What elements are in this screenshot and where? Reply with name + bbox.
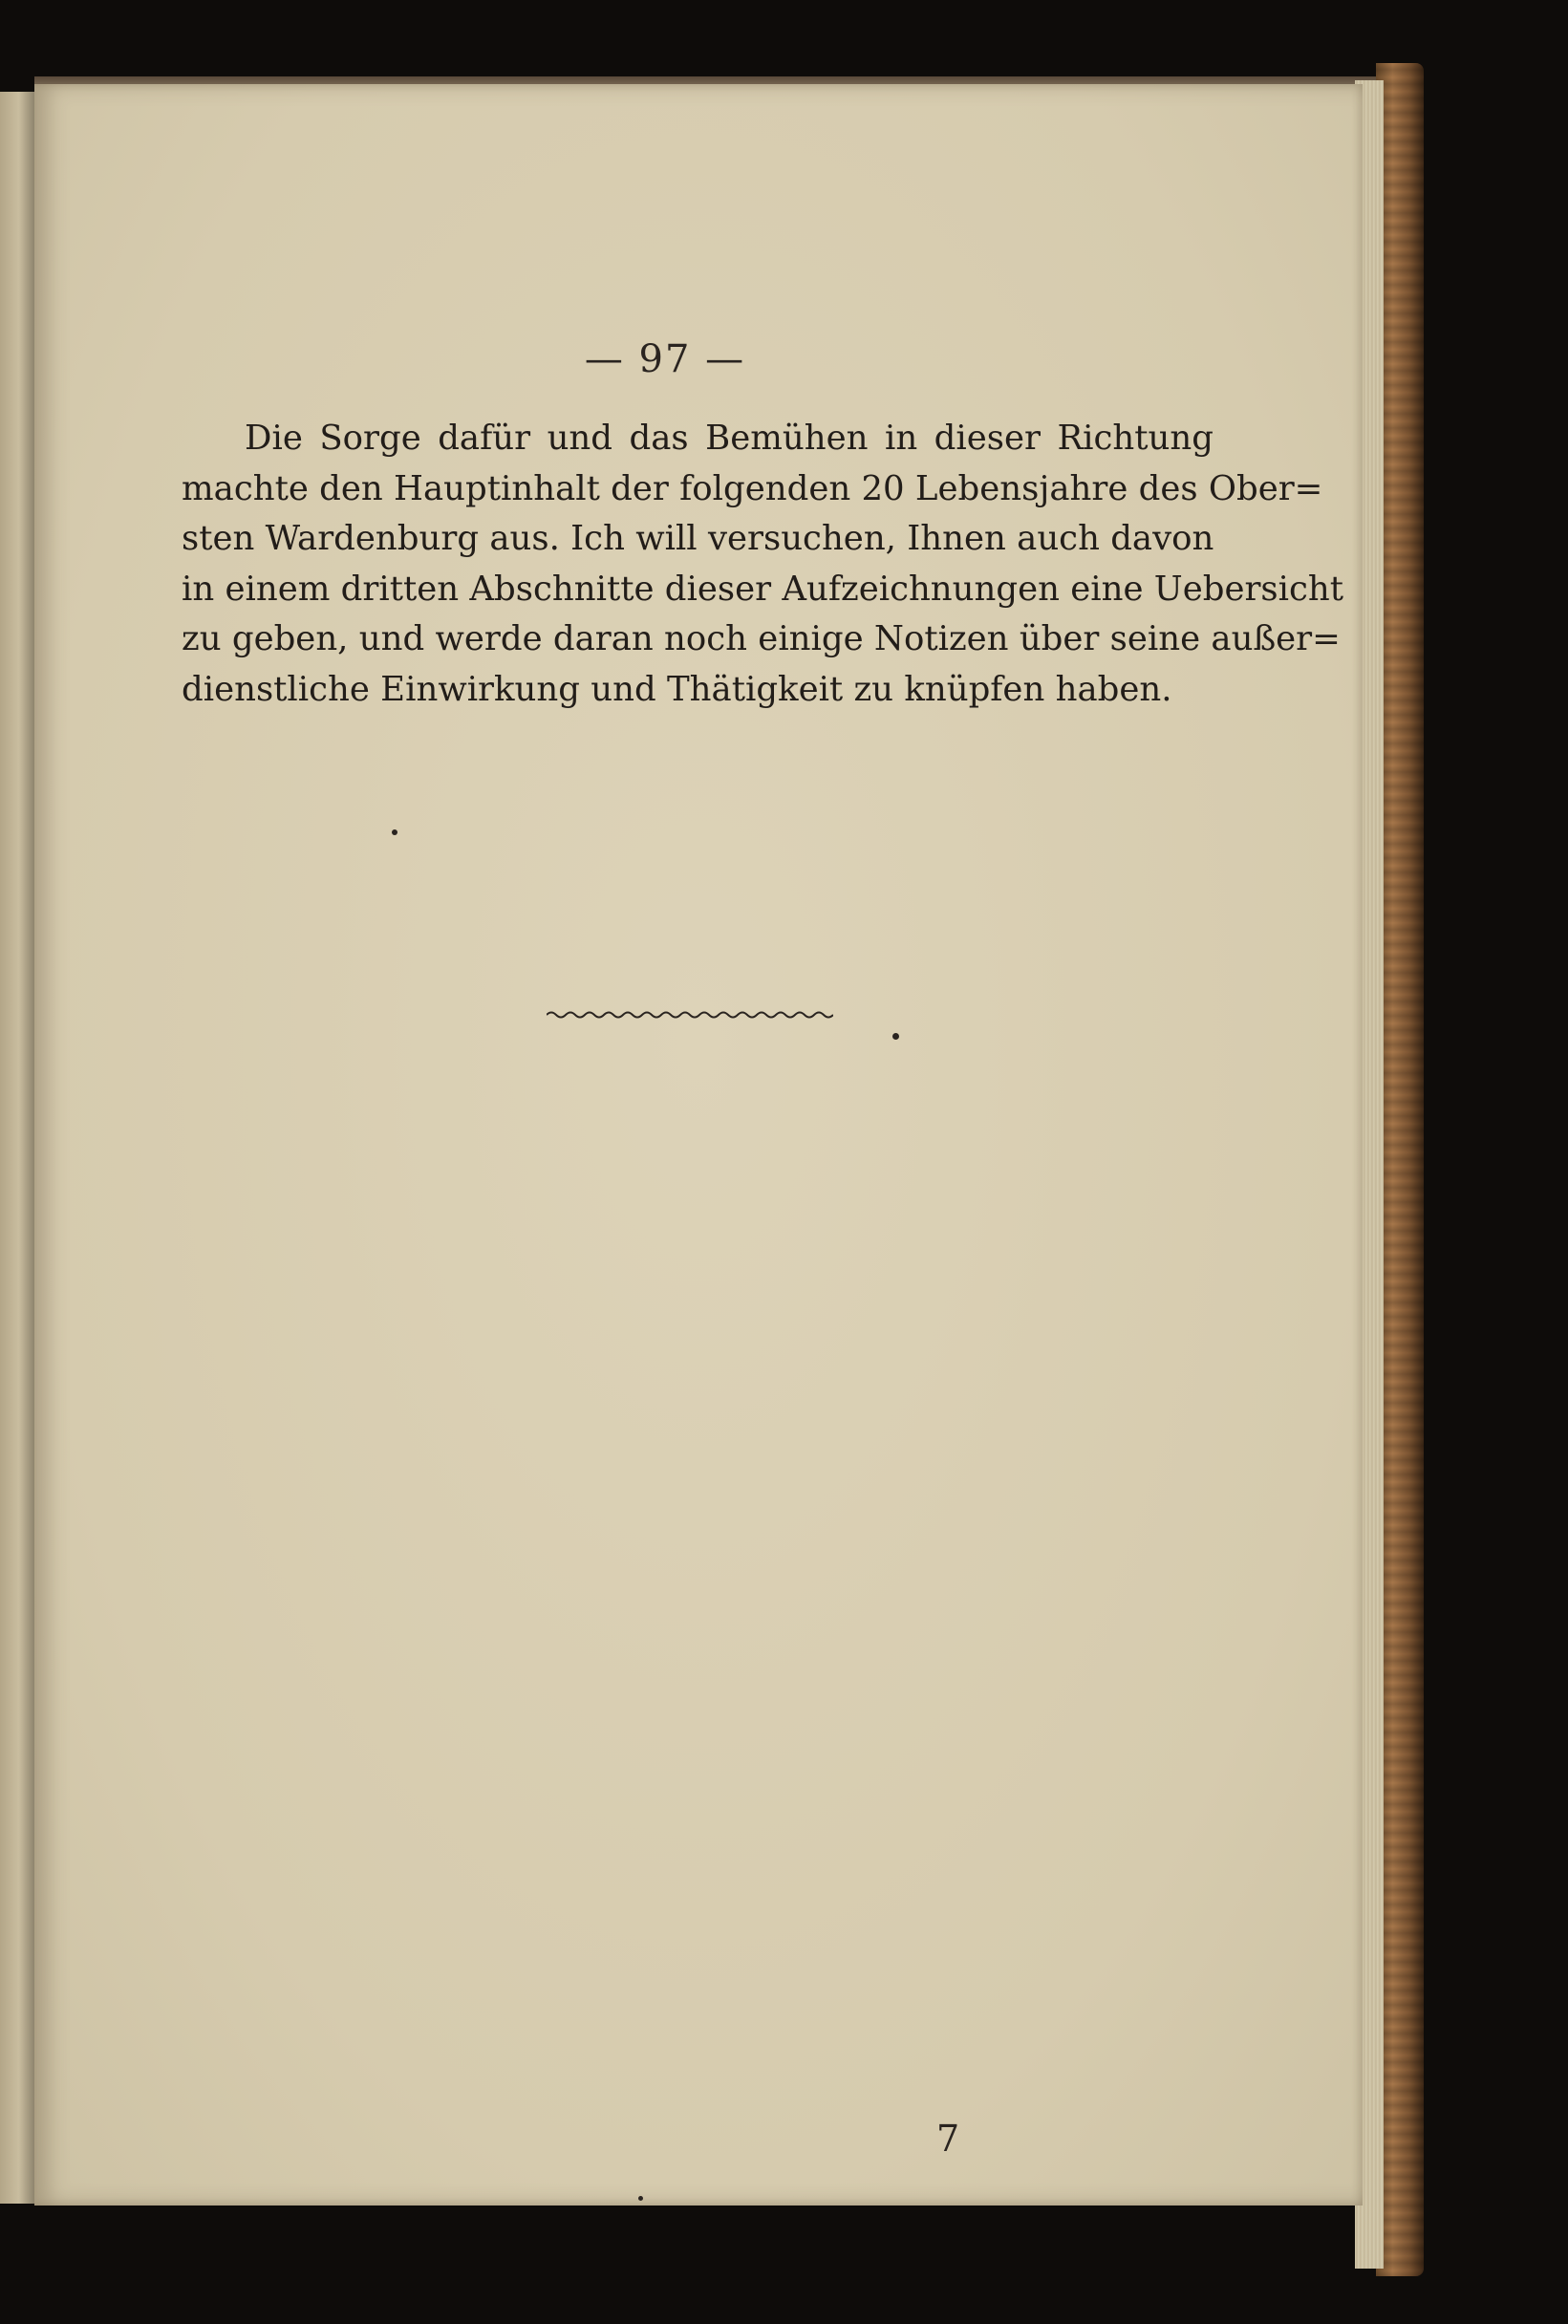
text-line: Die Sorge dafür und das Bemühen in dieser Richtung — [245, 419, 1214, 458]
previous-page-edge — [0, 92, 34, 2204]
text-line: in einem dritten Abschnitte dieser Aufzeichnungen eine Uebersicht — [182, 569, 1344, 609]
page-number: — 97 — — [584, 337, 746, 381]
ink-speck — [392, 829, 397, 835]
text-line: sten Wardenburg aus. Ich will versuchen, Ihnen auch davon — [182, 519, 1214, 558]
wavy-rule-ornament-icon — [547, 1008, 833, 1022]
ink-speck — [892, 1033, 899, 1040]
text-line: dienstliche Einwirkung und Thätigkeit zu knüpfen haben. — [182, 669, 1172, 709]
ink-speck — [638, 2196, 643, 2201]
body-paragraph — [182, 414, 1344, 715]
signature-mark: 7 — [936, 2118, 960, 2160]
text-line: zu geben, und werde daran noch einige Notizen über seine außer= — [182, 619, 1341, 658]
text-line: machte den Hauptinhalt der folgenden 20 Lebensjahre des Ober= — [182, 468, 1323, 508]
book-page — [34, 84, 1363, 2206]
